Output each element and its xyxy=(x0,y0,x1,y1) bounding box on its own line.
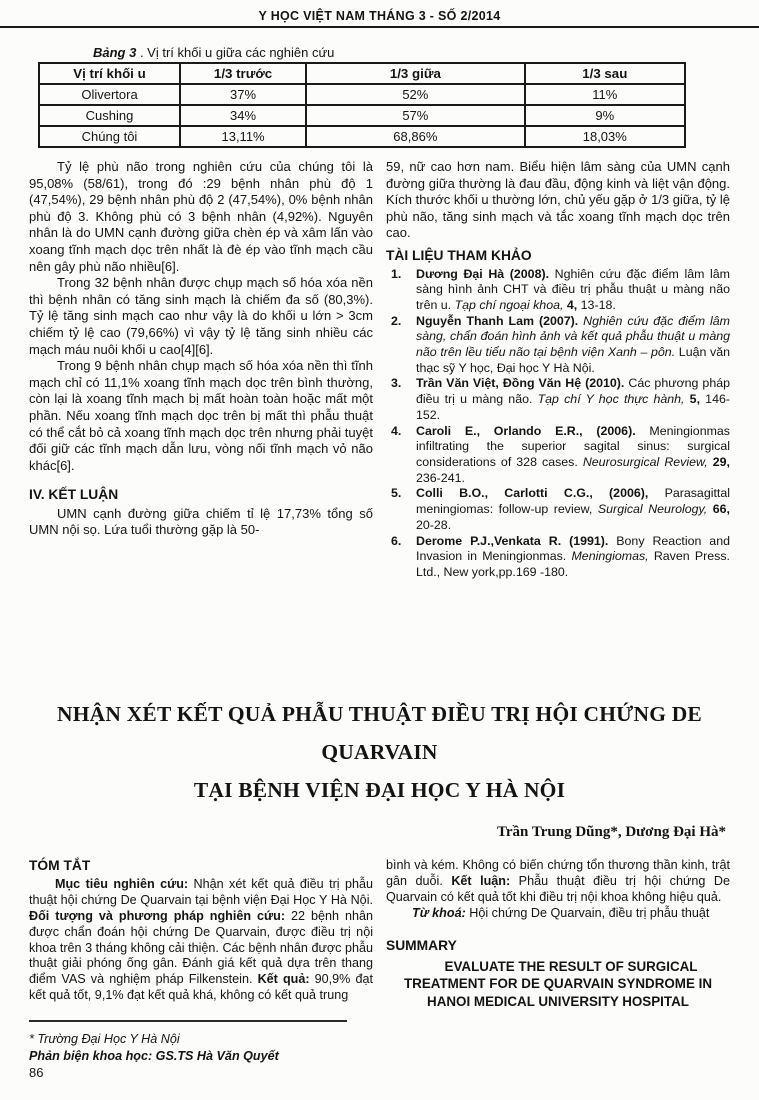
table-header-cell: 1/3 giữa xyxy=(306,63,524,84)
text-segment: Từ khoá: xyxy=(412,905,470,920)
text-segment: Phẫu thuật điều trị hội chứng De Quarvain có kết quả tốt khi điều trị nội khoa không hiệu quả. xyxy=(386,873,730,904)
article2-right-column xyxy=(386,858,730,1010)
table-cell: 13,11% xyxy=(180,126,306,147)
abstract-paragraph-continuation xyxy=(386,858,730,906)
table-caption-text: . Vị trí khối u giữa các nghiên cứu xyxy=(136,45,335,60)
reference-list xyxy=(386,267,730,581)
reference-item xyxy=(386,424,730,487)
body-paragraph-continuation: 59, nữ cao hơn nam. Biểu hiện lâm sàng của UMN cạnh đường giữa thường là đau đầu, động kinh và liệt vận động. Kích thước khối u thường lớn, chủ yếu gặp ở 1/3 giữa, tỷ lệ phù não, tăng sinh mạch và tắc xoang tĩnh mạch dọc trên cao. xyxy=(386,159,730,241)
text-segment: Surgical Neurology, xyxy=(597,502,708,517)
table-cell: 52% xyxy=(306,84,524,105)
footnote-affiliation: * Trường Đại Học Y Hà Nội xyxy=(29,1032,180,1047)
table-cell: 68,86% xyxy=(306,126,524,147)
article2-authors: Trần Trung Dũng*, Dương Đại Hà* xyxy=(496,824,726,840)
reference-number: 3. xyxy=(391,376,402,391)
text-segment: Raven Press. Ltd., New york,pp.169 -180. xyxy=(416,549,730,579)
table-cell: 37% xyxy=(180,84,306,105)
references-heading: TÀI LIỆU THAM KHẢO xyxy=(386,247,532,263)
table-block xyxy=(29,45,730,148)
page-number: 86 xyxy=(29,1065,44,1080)
text-segment: 5, xyxy=(689,392,701,407)
text-segment: 22 bệnh nhân được chẩn đoán hội chứng De Quarvain, được điều trị nội khoa trên 3 tháng không cải thiện. Các bệnh nhân được phẫu thuật giải phóng ống gân. Đánh giá kết quả dựa trên thang điểm VAS và nghiệm pháp Filkenstein. xyxy=(29,908,373,987)
table-body xyxy=(39,84,685,147)
text-segment: Kết quả: xyxy=(257,972,315,987)
reference-item xyxy=(386,267,730,314)
reference-number: 6. xyxy=(391,533,402,548)
text-segment: 66, xyxy=(712,502,730,517)
text-segment: Kết luận: xyxy=(451,873,519,888)
text-segment: Colli B.O., Carlotti C.G., (2006), xyxy=(416,486,665,501)
footnote-block xyxy=(29,1020,373,1065)
text-segment: Caroli E., Orlando E.R., (2006). xyxy=(416,423,650,438)
article1-columns xyxy=(29,159,730,637)
tumor-location-table xyxy=(38,62,686,148)
text-segment: Nguyễn Thanh Lam (2007). xyxy=(416,313,584,328)
header-rule xyxy=(0,26,759,28)
reference-number: 1. xyxy=(391,266,402,281)
article2-columns xyxy=(29,858,730,1065)
summary-title: EVALUATE THE RESULT OF SURGICAL TREATMENT FOR DE QUARVAIN SYNDROME IN HANOI MEDICAL UNIVERSITY HOSPITAL xyxy=(404,958,712,1009)
keywords-paragraph xyxy=(386,906,730,922)
text-segment: Meningionmas infiltrating the superior sagital sinus: surgical considerations of 328 cases. xyxy=(416,423,730,469)
article1-left-column xyxy=(29,159,373,539)
text-segment: Nghiên cứu đặc điểm lâm lâm sàng hình ảnh CHT và điều trị phẫu thuật u màng não trên u. xyxy=(416,266,730,312)
text-segment: Tạp chí ngoại khoa, xyxy=(454,297,564,312)
text-segment: Derome P.J.,Venkata R. (1991). xyxy=(416,533,617,548)
table-row xyxy=(39,105,685,126)
reference-number: 4. xyxy=(391,423,402,438)
text-segment: Nhận xét kết quả điều trị phẫu thuật hội chứng De Quarvain tại bệnh viện Đại Học Y Hà Nội. xyxy=(29,876,374,907)
table-header-cell: 1/3 sau xyxy=(525,63,685,84)
table-header-row xyxy=(39,63,685,84)
text-segment: Mục tiêu nghiên cứu: xyxy=(55,876,194,891)
text-segment: 90,9% đạt kết quả tốt, 9,1% đạt kết quả khá, không có kết quả trung xyxy=(29,972,374,1003)
text-segment: Trần Văn Việt, Đồng Văn Hệ (2010). xyxy=(416,376,629,391)
text-segment: Meningiomas, xyxy=(571,549,649,564)
footnote-reviewer: Phản biện khoa học: GS.TS Hà Văn Quyết xyxy=(29,1049,279,1064)
table-cell: 57% xyxy=(306,105,524,126)
reference-number: 5. xyxy=(391,486,402,501)
article2-title-line1: NHẬN XÉT KẾT QUẢ PHẪU THUẬT ĐIỀU TRỊ HỘI CHỨNG DE QUARVAIN xyxy=(57,702,702,764)
text-segment: Tạp chí Y học thực hành, xyxy=(537,392,685,407)
text-segment: Các phương pháp điều trị u màng não. xyxy=(416,376,730,407)
table-head xyxy=(39,63,685,84)
table-caption-label: Bảng 3 xyxy=(93,45,137,60)
page-content xyxy=(0,45,759,1065)
conclusion-paragraph: UMN cạnh đường giữa chiếm tỉ lệ 17,73% tổng số UMN nội sọ. Lứa tuổi thường gặp là 50- xyxy=(29,505,373,538)
footnote-rule xyxy=(29,1020,347,1022)
article2-title-line2: TẠI BỆNH VIỆN ĐẠI HỌC Y HÀ NỘI xyxy=(193,778,566,802)
table-cell: Olivertora xyxy=(39,84,180,105)
table-cell: Chúng tôi xyxy=(39,126,180,147)
text-segment: Neurosurgical Review, xyxy=(582,455,708,469)
body-paragraph: Trong 9 bệnh nhân chụp mạch số hóa xóa nền thì tĩnh mạch chỉ có 11,1% xoang tĩnh mạch dọc trên bình thường, còn lại là xoang tĩnh mạch bị mất hoàn toàn hoặc mất một phần. Nếu xoang tĩnh mạch dọc trên bị mất thì phẫu thuật có thể cắt bỏ cả xoang tĩnh mạch dọc trên nhưng phải tuyệt đối giữ các tĩnh mạch dẫn lưu, vòng nối tĩnh mạch vỏ não khác[6]. xyxy=(29,358,373,473)
reference-item xyxy=(386,314,730,377)
text-segment: 13-18. xyxy=(577,297,616,312)
table-cell: 11% xyxy=(525,84,685,105)
text-segment: 4, xyxy=(566,297,578,312)
article2-title xyxy=(29,695,730,809)
text-segment: 20-28. xyxy=(416,517,452,532)
article2-left-column xyxy=(29,858,373,1065)
text-segment: 236-241. xyxy=(416,470,465,485)
text-segment: Hội chứng De Quarvain, điều trị phẫu thuật xyxy=(469,905,710,920)
text-segment: Đối tượng và phương pháp nghiên cứu: xyxy=(29,908,291,923)
table-cell: Cushing xyxy=(39,105,180,126)
abstract-paragraph xyxy=(29,877,373,1004)
table-row xyxy=(39,84,685,105)
journal-header: Y HỌC VIỆT NAM THÁNG 3 - SỐ 2/2014 xyxy=(258,9,501,23)
table-row xyxy=(39,126,685,147)
table-header-cell: 1/3 trước xyxy=(180,63,306,84)
article1-right-column xyxy=(386,159,730,581)
table-caption xyxy=(29,45,730,60)
table-cell: 34% xyxy=(180,105,306,126)
table-cell: 18,03% xyxy=(525,126,685,147)
text-segment: Dương Đại Hà (2008). xyxy=(416,266,555,281)
text-segment: 146-152. xyxy=(416,392,730,422)
conclusion-heading: IV. KẾT LUẬN xyxy=(29,487,119,503)
abstract-heading: TÓM TẮT xyxy=(29,858,91,873)
reference-item xyxy=(386,376,730,423)
text-segment: Bony Reaction and Invasion in Meningionmas. xyxy=(416,533,730,564)
reference-item xyxy=(386,486,730,533)
reference-number: 2. xyxy=(391,313,402,328)
text-segment: Luận văn thạc sỹ Y học, Đại học Y Hà Nội. xyxy=(416,345,730,375)
body-paragraph: Tỷ lệ phù não trong nghiên cứu của chúng tôi là 95,08% (58/61), trong đó :29 bệnh nhân phù độ 1 (47,54%), 29 bệnh nhân phù độ 2 (47,54%), 0% bệnh nhân phù độ 3. Không phù có 3 bệnh nhân (4,92%). Nguyên nhân là do UMN cạnh đường giữa chèn ép và xâm lấn vào xoang tĩnh mạch dọc trên nhất là đè ép vào tĩnh mạch cầu nên gây phù não nhiều[6]. xyxy=(29,159,373,274)
table-cell: 9% xyxy=(525,105,685,126)
text-segment: Parasagittal meningiomas: follow-up review, xyxy=(416,486,730,517)
text-segment: bình và kém. Không có biến chứng tổn thương thần kinh, trật gân duỗi. xyxy=(386,858,730,888)
text-segment: Nghiên cứu đặc điểm lâm sàng, chẩn đoán hình ảnh và kết quả phẫu thuật u màng não trên lều tiểu não tại bệnh viện Xanh – pôn. xyxy=(416,313,731,360)
reference-item xyxy=(386,534,730,581)
text-segment: 29, xyxy=(712,455,730,469)
body-paragraph: Trong 32 bệnh nhân được chụp mạch số hóa xóa nền thì bệnh nhân có tăng sinh mạch là chiếm đa số (80,3%). Tỷ lệ tăng sinh mạch cao như vậy là do khối u lớn > 3cm chiếm tỷ lệ cao (79,66%) vì vậy tỷ lệ tăng sinh nhiều các mạch máu nuôi khối u cao[4][6]. xyxy=(29,275,373,357)
summary-heading: SUMMARY xyxy=(386,937,457,953)
table-header-cell: Vị trí khối u xyxy=(39,63,180,84)
